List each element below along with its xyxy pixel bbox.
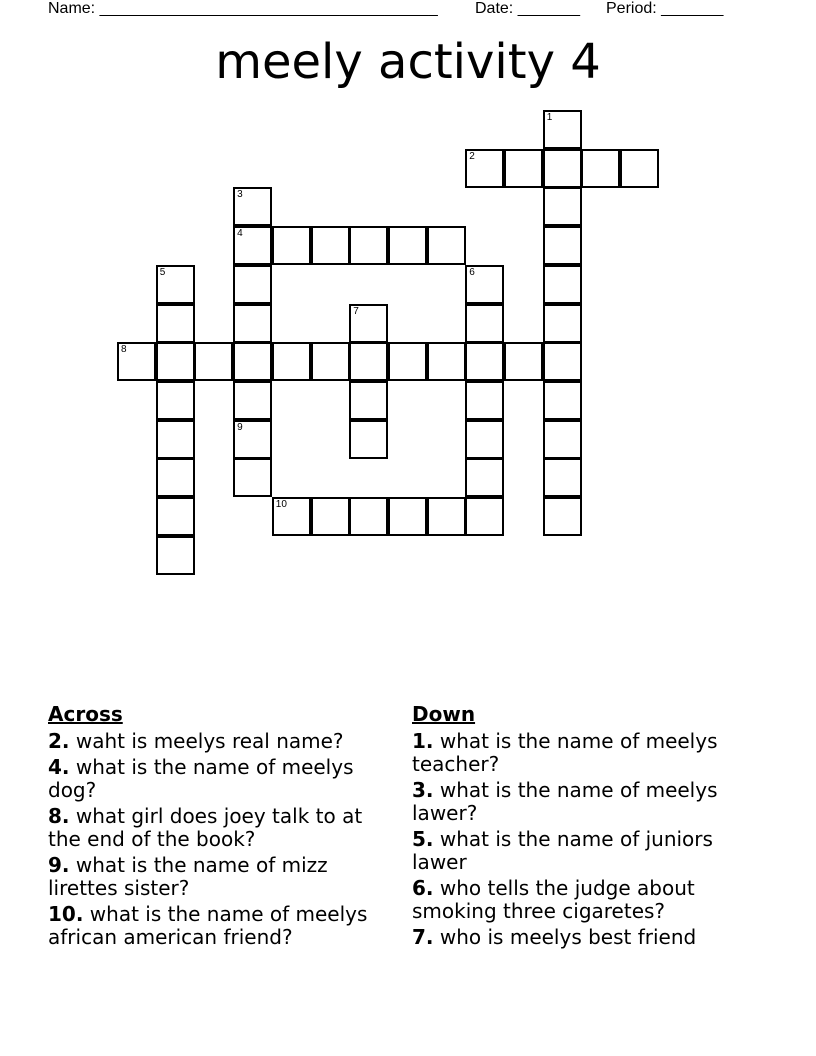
grid-cell[interactable] [311, 342, 350, 381]
across-clues [48, 702, 393, 952]
grid-cell[interactable] [233, 458, 272, 497]
grid-cell[interactable] [233, 342, 272, 381]
clue-down: 7. who is meelys best friend [412, 925, 697, 949]
grid-cell[interactable] [465, 381, 504, 420]
grid-cell[interactable] [504, 149, 543, 188]
grid-cell[interactable] [349, 226, 388, 265]
date-field-label[interactable]: Date: _______ [475, 0, 580, 17]
grid-cell[interactable] [543, 381, 582, 420]
grid-cell[interactable] [543, 420, 582, 459]
clue-across: 2. waht is meelys real name? [48, 729, 344, 753]
grid-cell[interactable] [311, 226, 350, 265]
clue-down: 1. what is the name of meelys teacher? [412, 729, 718, 776]
grid-cell[interactable] [388, 226, 427, 265]
grid-cell[interactable] [156, 420, 195, 459]
grid-cell[interactable] [349, 497, 388, 536]
cell-number: 5 [159, 266, 166, 278]
grid-cell[interactable] [543, 187, 582, 226]
grid-cell[interactable] [543, 226, 582, 265]
grid-cell[interactable] [156, 381, 195, 420]
grid-cell[interactable] [311, 497, 350, 536]
grid-cell[interactable] [620, 149, 659, 188]
page-title: meely activity 4 [215, 34, 601, 90]
clue-down: 5. what is the name of juniors lawer [412, 827, 713, 874]
cell-number: 3 [237, 189, 243, 201]
grid-cell[interactable] [233, 304, 272, 343]
grid-cell[interactable] [156, 458, 195, 497]
grid-cell[interactable] [272, 226, 311, 265]
cell-number: 10 [275, 499, 287, 510]
grid-cell[interactable] [465, 342, 504, 381]
grid-cell[interactable] [465, 458, 504, 497]
grid-cell[interactable] [156, 265, 195, 304]
cell-number: 8 [121, 344, 127, 356]
down-heading: Down [412, 702, 476, 726]
grid-cell[interactable] [543, 458, 582, 497]
grid-cell[interactable] [349, 342, 388, 381]
grid-cell[interactable] [349, 420, 388, 459]
clue-across: 9. what is the name of mizz lirettes sister? [48, 853, 328, 900]
grid-cell[interactable] [465, 265, 504, 304]
clue-across: 8. what girl does joey talk to at the end of the book? [48, 804, 363, 851]
grid-cell[interactable] [465, 420, 504, 459]
grid-cell[interactable] [388, 342, 427, 381]
grid-cell[interactable] [504, 342, 543, 381]
clue-across: 4. what is the name of meelys dog? [48, 755, 354, 802]
clue-down: 3. what is the name of meelys lawer? [412, 778, 718, 825]
grid-cell[interactable] [349, 304, 388, 343]
clue-across: 10. what is the name of meelys african american friend? [48, 902, 368, 949]
across-heading: Across [48, 702, 123, 726]
grid-cell[interactable] [272, 342, 311, 381]
grid-cell[interactable] [233, 265, 272, 304]
grid-cell[interactable] [581, 149, 620, 188]
grid-cell[interactable] [543, 497, 582, 536]
grid-cell[interactable] [465, 304, 504, 343]
down-clues [412, 702, 757, 952]
cell-number: 4 [237, 228, 243, 240]
grid-cell[interactable] [543, 110, 582, 149]
grid-cell[interactable] [465, 497, 504, 536]
grid-cell[interactable] [233, 187, 272, 226]
grid-cell[interactable] [427, 226, 466, 265]
grid-cell[interactable] [233, 226, 272, 265]
cell-number: 9 [237, 421, 243, 433]
grid-cell[interactable] [543, 342, 582, 381]
grid-cell[interactable] [156, 536, 195, 575]
grid-cell[interactable] [543, 265, 582, 304]
grid-cell[interactable] [388, 497, 427, 536]
period-field-label[interactable]: Period: _______ [606, 0, 724, 17]
grid-cell[interactable] [543, 304, 582, 343]
grid-cell[interactable] [117, 342, 156, 381]
grid-cell[interactable] [543, 149, 582, 188]
grid-cell[interactable] [156, 342, 195, 381]
clue-down: 6. who tells the judge about smoking three cigaretes? [412, 876, 695, 923]
grid-cell[interactable] [233, 381, 272, 420]
grid-cell[interactable] [194, 342, 233, 381]
grid-cell[interactable] [156, 497, 195, 536]
grid-cell[interactable] [272, 497, 311, 536]
cell-number: 2 [469, 150, 475, 162]
grid-cell[interactable] [427, 342, 466, 381]
cell-number: 7 [353, 305, 359, 317]
grid-cell[interactable] [156, 304, 195, 343]
cell-number: 1 [546, 112, 553, 123]
grid-cell[interactable] [349, 381, 388, 420]
grid-cell[interactable] [465, 149, 504, 188]
name-field-label[interactable]: Name: ______________________________________ [48, 0, 438, 17]
grid-cell[interactable] [427, 497, 466, 536]
cell-number: 6 [469, 266, 475, 278]
grid-cell[interactable] [233, 420, 272, 459]
